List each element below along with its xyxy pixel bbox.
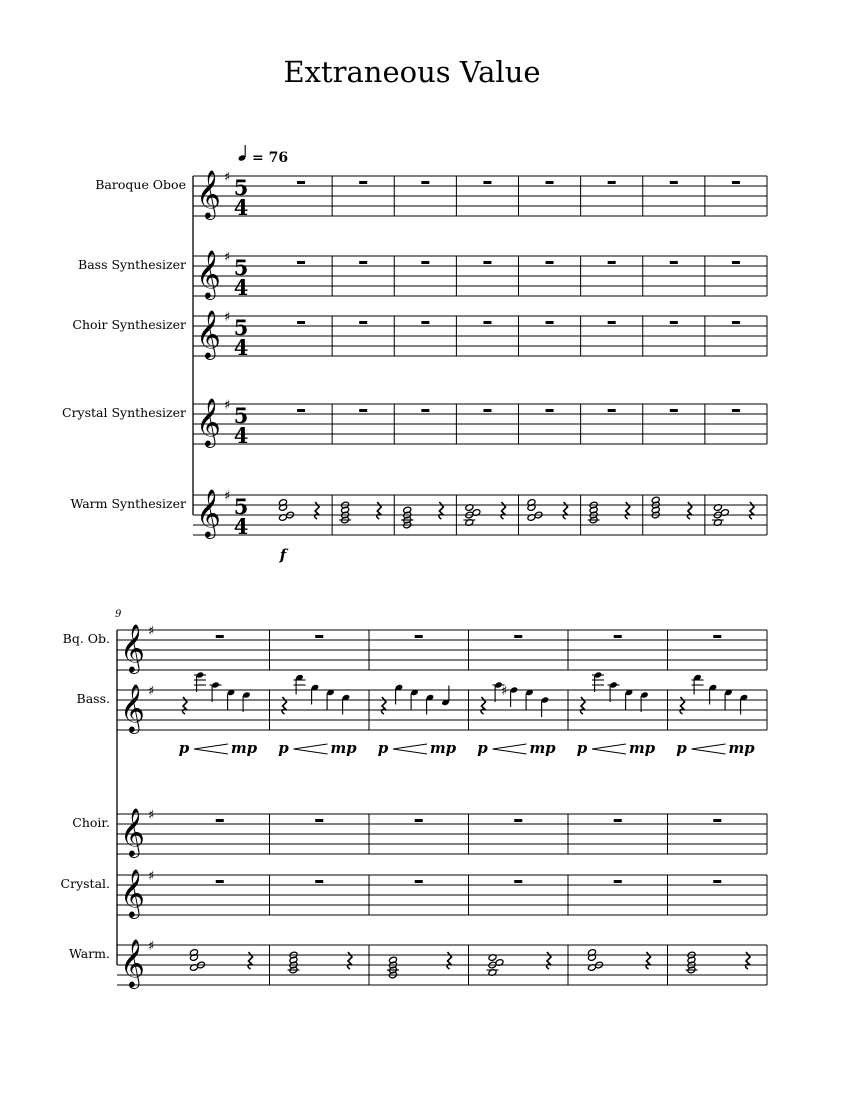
whole-rest	[297, 261, 305, 264]
whole-rest	[514, 819, 522, 822]
whole-rest	[315, 635, 323, 638]
dynamic-forte: f	[279, 546, 287, 564]
dynamic-piano: p	[178, 739, 190, 757]
dynamic-piano: p	[278, 739, 289, 757]
instrument-label: Choir Synthesizer	[72, 317, 186, 332]
whole-rest	[670, 409, 678, 412]
whole-rest	[514, 635, 522, 638]
whole-rest	[514, 880, 522, 883]
treble-clef-icon: 𝄞	[196, 169, 221, 218]
staff-choir-synthesizer	[72, 309, 767, 360]
whole-rest	[297, 321, 305, 324]
instrument-label: Crystal.	[60, 876, 110, 891]
treble-clef-icon: 𝄞	[120, 683, 145, 732]
score-title: Extraneous Value	[283, 55, 541, 89]
time-signature-numerator: 5	[233, 494, 249, 519]
dynamic-mezzo-piano: mp	[628, 739, 656, 757]
instrument-label: Bq. Ob.	[62, 631, 110, 646]
time-signature-numerator: 5	[233, 255, 249, 280]
treble-clef-icon: 𝄞	[120, 807, 145, 856]
whole-rest	[546, 409, 554, 412]
sharp-key-signature-icon: ♯	[148, 869, 155, 884]
staff-crystal-synthesizer	[61, 868, 767, 919]
staff-baroque-oboe	[63, 623, 767, 674]
whole-rest	[614, 635, 622, 638]
time-signature-numerator: 5	[233, 315, 249, 340]
time-signature-denominator: 4	[233, 423, 249, 448]
instrument-label: Choir.	[72, 815, 110, 830]
whole-rest	[608, 181, 616, 184]
whole-rest	[315, 880, 323, 883]
treble-clef-icon: 𝄞	[196, 309, 221, 358]
system-1	[62, 169, 767, 564]
sharp-key-signature-icon: ♯	[148, 684, 155, 699]
whole-rest	[297, 181, 305, 184]
whole-rest	[670, 321, 678, 324]
time-signature-denominator: 4	[233, 195, 249, 220]
dynamic-piano: p	[676, 739, 687, 757]
whole-rest	[608, 409, 616, 412]
staff-choir-synthesizer	[72, 807, 767, 858]
dynamic-mezzo-piano: mp	[230, 739, 258, 757]
whole-rest	[608, 321, 616, 324]
crescendo-hairpin	[194, 744, 228, 754]
whole-rest	[732, 321, 740, 324]
time-signature-denominator: 4	[233, 335, 249, 360]
dynamic-mezzo-piano: mp	[429, 739, 457, 757]
whole-rest	[670, 261, 678, 264]
treble-clef-icon: 𝄞	[120, 938, 145, 987]
treble-clef-icon: 𝄞	[196, 488, 221, 537]
tempo-marking	[238, 145, 288, 166]
whole-rest	[315, 819, 323, 822]
staff-baroque-oboe	[95, 169, 767, 220]
staff-bass-synthesizer	[77, 671, 767, 757]
sharp-key-signature-icon: ♯	[224, 398, 231, 413]
treble-clef-icon: 𝄞	[120, 868, 145, 917]
whole-rest	[421, 409, 429, 412]
whole-rest	[297, 409, 305, 412]
whole-rest	[614, 880, 622, 883]
time-signature-numerator: 5	[233, 175, 249, 200]
dynamic-mezzo-piano: mp	[728, 739, 755, 757]
whole-rest	[359, 321, 367, 324]
whole-rest	[415, 819, 423, 822]
crescendo-hairpin	[692, 744, 726, 754]
whole-rest	[713, 819, 721, 822]
whole-rest	[483, 409, 491, 412]
crescendo-hairpin	[592, 744, 626, 754]
dynamic-piano: p	[576, 739, 588, 757]
whole-rest	[608, 261, 616, 264]
whole-rest	[732, 409, 740, 412]
whole-rest	[216, 819, 224, 822]
dynamic-piano: p	[477, 739, 488, 757]
whole-rest	[546, 181, 554, 184]
tempo-text: = 76	[252, 150, 289, 166]
whole-rest	[421, 181, 429, 184]
sharp-accidental-icon: ♯	[501, 684, 508, 699]
whole-rest	[614, 819, 622, 822]
instrument-label: Warm Synthesizer	[70, 496, 186, 511]
sharp-key-signature-icon: ♯	[224, 489, 231, 504]
dynamic-mezzo-piano: mp	[529, 739, 556, 757]
staff-crystal-synthesizer	[62, 397, 767, 448]
whole-rest	[483, 181, 491, 184]
crescendo-hairpin	[493, 744, 527, 754]
whole-rest	[713, 880, 721, 883]
dynamic-piano: p	[377, 739, 389, 757]
sharp-key-signature-icon: ♯	[224, 310, 231, 325]
time-signature-denominator: 4	[233, 275, 249, 300]
treble-clef-icon: 𝄞	[196, 249, 221, 298]
whole-rest	[415, 635, 423, 638]
sharp-key-signature-icon: ♯	[148, 808, 155, 823]
instrument-label: Bass.	[76, 691, 110, 706]
whole-rest	[546, 261, 554, 264]
whole-rest	[483, 321, 491, 324]
instrument-label: Baroque Oboe	[95, 177, 186, 192]
whole-rest	[216, 635, 224, 638]
whole-rest	[216, 880, 224, 883]
treble-clef-icon: 𝄞	[196, 397, 221, 446]
crescendo-hairpin	[393, 744, 427, 754]
whole-rest	[421, 321, 429, 324]
whole-rest	[359, 261, 367, 264]
whole-rest	[732, 181, 740, 184]
whole-rest	[421, 261, 429, 264]
dynamic-mezzo-piano: mp	[330, 739, 357, 757]
time-signature-denominator: 4	[233, 514, 249, 539]
whole-rest	[483, 261, 491, 264]
staff-warm-synthesizer	[70, 488, 767, 564]
whole-rest	[415, 880, 423, 883]
whole-rest	[713, 635, 721, 638]
whole-rest	[546, 321, 554, 324]
crescendo-hairpin	[294, 744, 328, 754]
staff-bass-synthesizer	[78, 249, 767, 300]
score-systems	[61, 169, 767, 989]
instrument-label: Crystal Synthesizer	[62, 405, 186, 420]
instrument-label: Bass Synthesizer	[78, 257, 186, 272]
staff-warm-synthesizer	[69, 938, 767, 989]
treble-clef-icon: 𝄞	[120, 623, 145, 672]
sharp-key-signature-icon: ♯	[148, 624, 155, 639]
system-2	[61, 609, 767, 989]
measure-number: 9	[115, 609, 122, 620]
whole-rest	[359, 181, 367, 184]
sharp-key-signature-icon: ♯	[224, 250, 231, 265]
whole-rest	[670, 181, 678, 184]
whole-rest	[732, 261, 740, 264]
sharp-key-signature-icon: ♯	[224, 170, 231, 185]
time-signature-numerator: 5	[233, 403, 249, 428]
sharp-key-signature-icon: ♯	[148, 939, 155, 954]
instrument-label: Warm.	[68, 946, 110, 961]
whole-rest	[359, 409, 367, 412]
